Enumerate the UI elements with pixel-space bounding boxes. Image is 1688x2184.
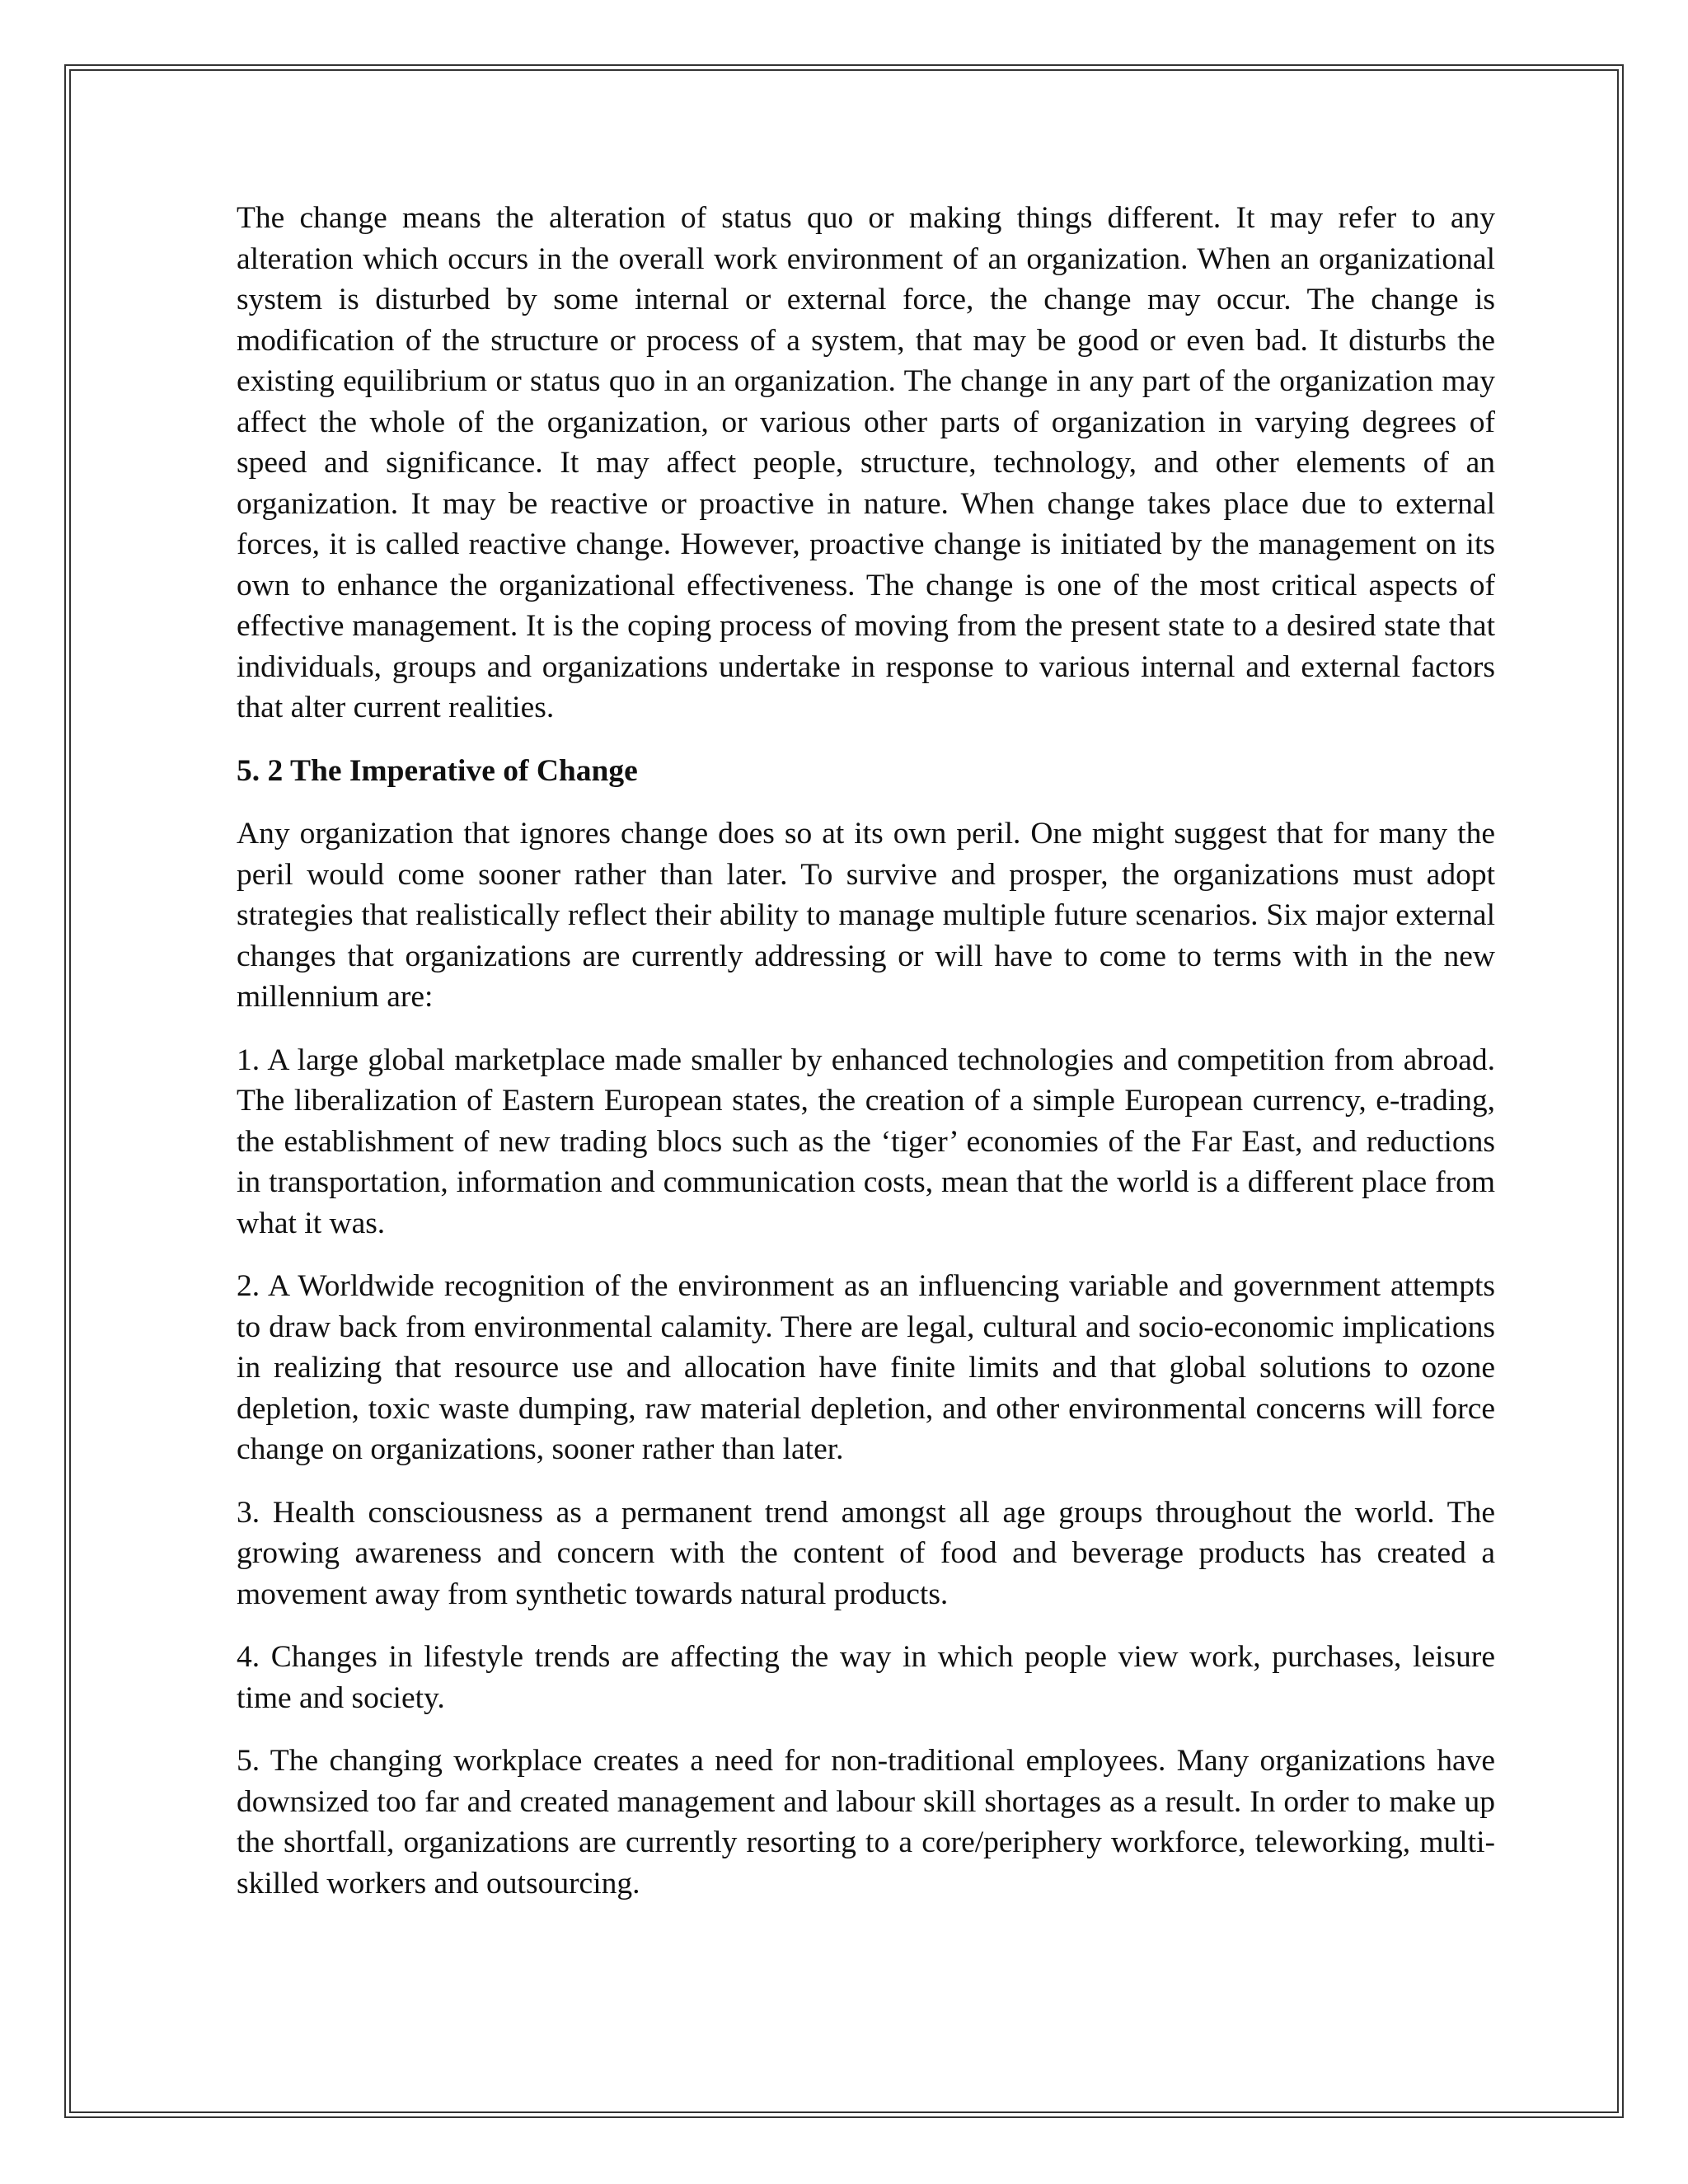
section-intro-paragraph: Any organization that ignores change does so at its own peril. One might suggest that for many the peril would come sooner rather than later. To survive and prosper, the organizations must adopt strategies that realistically reflect their ability to manage multiple future scenarios. Six major external changes that organizations are currently addressing or will have to come to terms with in the new millennium are: <box>237 817 1495 1014</box>
list-item-2: 2. A Worldwide recognition of the environment as an influencing variable and government attempts to draw back from environmental calamity. There are legal, cultural and socio-economic implications in realizing that resource use and allocation have finite limits and that global solutions to ozone depletion, toxic waste dumping, raw material depletion, and other environmental concerns will force change on organizations, sooner rather than later. <box>237 1269 1495 1466</box>
section-heading: 5. 2 The Imperative of Change <box>237 753 638 788</box>
document-body <box>237 198 1495 1926</box>
list-item-4: 4. Changes in lifestyle trends are affecting the way in which people view work, purchases, leisure time and society. <box>237 1640 1495 1715</box>
intro-paragraph: The change means the alteration of status quo or making things different. It may refer to any alteration which occurs in the overall work environment of an organization. When an organizational system is disturbed by some internal or external force, the change may occur. The change is modification of the structure or process of a system, that may be good or even bad. It disturbs the existing equilibrium or status quo in an organization. The change in any part of the organization may affect the whole of the organization, or various other parts of organization in varying degrees of speed and significance. It may affect people, structure, technology, and other elements of an organization. It may be reactive or proactive in nature. When change takes place due to external forces, it is called reactive change. However, proactive change is initiated by the management on its own to enhance the organizational effectiveness. The change is one of the most critical aspects of effective management. It is the coping process of moving from the present state to a desired state that individuals, groups and organizations undertake in response to various internal and external factors that alter current realities. <box>237 201 1495 724</box>
list-item-3: 3. Health consciousness as a permanent trend amongst all age groups throughout the world. The growing awareness and concern with the content of food and beverage products has created a movement away from synthetic towards natural products. <box>237 1495 1495 1611</box>
list-item-5: 5. The changing workplace creates a need for non-traditional employees. Many organizations have downsized too far and created management and labour skill shortages as a result. In order to make up the shortfall, organizations are currently resorting to a core/periphery workforce, teleworking, multi-skilled workers and outsourcing. <box>237 1744 1495 1900</box>
list-item-1: 1. A large global marketplace made smaller by enhanced technologies and competition from abroad. The liberalization of Eastern European states, the creation of a simple European currency, e-trading, the establishment of new trading blocs such as the ‘tiger’ economies of the Far East, and reductions in transportation, information and communication costs, mean that the world is a different place from what it was. <box>237 1043 1495 1240</box>
